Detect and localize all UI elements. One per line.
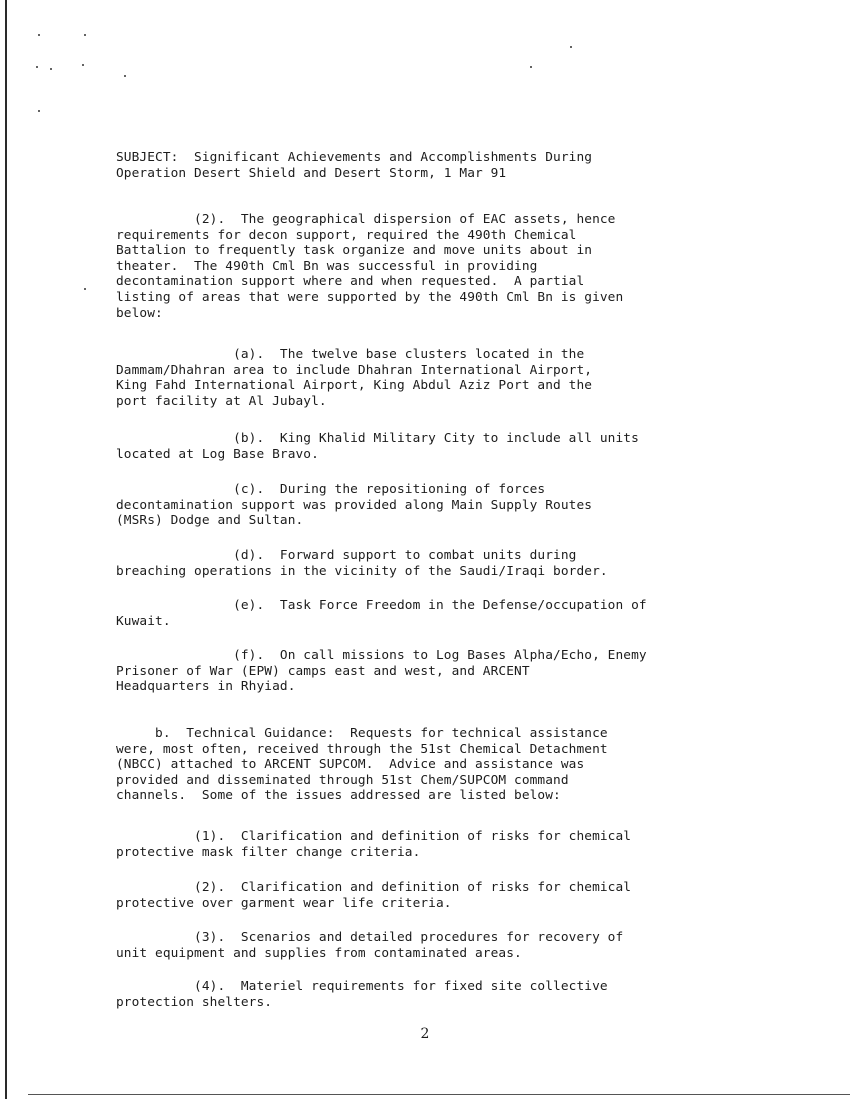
paragraph-a2f: (f). On call missions to Log Bases Alpha/Echo, Enemy Prisoner of War (EPW) camps east and west, and ARCENT Headquarters in Rhyiad.	[116, 648, 647, 695]
scan-bottom-edge	[28, 1094, 850, 1095]
paragraph-a2d: (d). Forward support to combat units during breaching operations in the vicinity of the Saudi/Iraqi border.	[116, 548, 608, 579]
scan-speck	[38, 110, 40, 112]
paragraph-a2: (2). The geographical dispersion of EAC assets, hence requirements for decon support, required the 490th Chemical Battalion to frequently task organize and move units about in theater. The 490th Cml Bn was successful in providing decontamination support where and when requested. A partial listing of areas that were supported by the 490th Cml Bn is given below:	[116, 212, 624, 321]
scan-speck	[570, 46, 572, 48]
scan-left-edge	[5, 0, 7, 1099]
subject-line: SUBJECT: Significant Achievements and Accomplishments During Operation Desert Shield and Desert Storm, 1 Mar 91	[116, 150, 593, 181]
scan-speck	[84, 34, 86, 36]
paragraph-b: b. Technical Guidance: Requests for technical assistance were, most often, received through the 51st Chemical Detachment (NBCC) attached to ARCENT SUPCOM. Advice and assistance was provided and disseminated through 51st Chem/SUPCOM command channels. Some of the issues addressed are listed below:	[116, 726, 608, 804]
scan-speck	[38, 34, 40, 36]
paragraph-b3: (3). Scenarios and detailed procedures for recovery of unit equipment and supplies from contaminated areas.	[116, 930, 624, 961]
paragraph-a2c: (c). During the repositioning of forces decontamination support was provided along Main Supply Routes (MSRs) Dodge and Sultan.	[116, 482, 593, 529]
page-number: 2	[420, 1026, 430, 1042]
paragraph-b2: (2). Clarification and definition of risks for chemical protective over garment wear life criteria.	[116, 880, 632, 911]
scan-speck	[36, 66, 38, 68]
scan-speck	[84, 288, 86, 290]
paragraph-a2b: (b). King Khalid Military City to include all units located at Log Base Bravo.	[116, 431, 639, 462]
scan-speck	[124, 75, 126, 77]
paragraph-b4: (4). Materiel requirements for fixed site collective protection shelters.	[116, 979, 608, 1010]
paragraph-a2e: (e). Task Force Freedom in the Defense/occupation of Kuwait.	[116, 598, 647, 629]
paragraph-b1: (1). Clarification and definition of risks for chemical protective mask filter change criteria.	[116, 829, 632, 860]
scan-speck	[82, 64, 84, 66]
scan-speck	[530, 66, 532, 68]
paragraph-a2a: (a). The twelve base clusters located in the Dammam/Dhahran area to include Dhahran International Airport, King Fahd International Airport, King Abdul Aziz Port and the port facility at Al Jubayl.	[116, 347, 593, 409]
scan-speck	[50, 68, 52, 70]
